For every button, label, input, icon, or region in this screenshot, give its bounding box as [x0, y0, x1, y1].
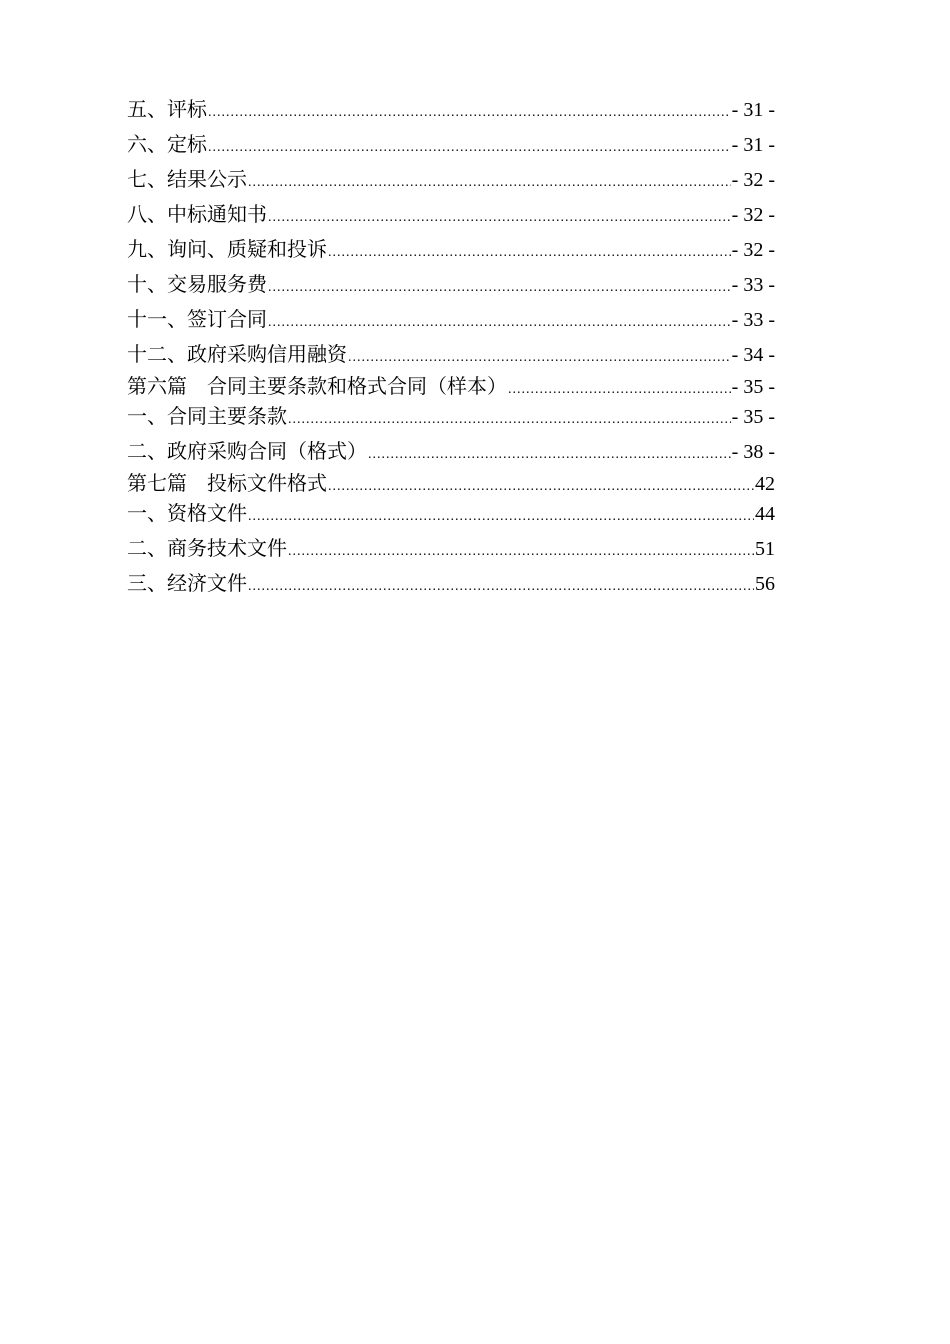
toc-entry-title: 第六篇 合同主要条款和格式合同（样本） [127, 374, 507, 398]
toc-entry-part-seven[interactable] [127, 469, 775, 496]
toc-entry-page: 42 [755, 473, 775, 495]
toc-entry-business-technical-docs[interactable] [127, 531, 775, 566]
toc-entry-title: 一、合同主要条款 [127, 404, 287, 428]
toc-entry-title: 五、评标 [127, 97, 207, 121]
toc-entry-page: - 32 - [731, 204, 775, 226]
toc-dot-leader [328, 241, 731, 265]
toc-entry-page: - 33 - [731, 309, 775, 331]
toc-dot-leader [208, 101, 731, 125]
toc-dot-leader [508, 378, 731, 402]
toc-entry-part-six[interactable] [127, 372, 775, 399]
toc-dot-leader [328, 475, 754, 499]
toc-entry-title: 八、中标通知书 [127, 202, 267, 226]
toc-entry-title: 七、结果公示 [127, 167, 247, 191]
toc-dot-leader [348, 346, 731, 370]
toc-entry-page: 44 [755, 503, 775, 525]
toc-dot-leader [268, 276, 731, 300]
toc-entry-page: - 32 - [731, 169, 775, 191]
toc-entry-title: 三、经济文件 [127, 571, 247, 595]
toc-entry-page: 51 [755, 538, 775, 560]
toc-entry-title: 一、资格文件 [127, 501, 247, 525]
toc-entry-award-notice[interactable] [127, 197, 775, 232]
toc-dot-leader [268, 206, 731, 230]
toc-entry-page: - 31 - [731, 134, 775, 156]
toc-entry-page: - 35 - [731, 406, 775, 428]
toc-entry-title: 二、政府采购合同（格式） [127, 439, 367, 463]
toc-entry-title: 十一、签订合同 [127, 307, 267, 331]
toc-entry-qualification-docs[interactable] [127, 496, 775, 531]
toc-dot-leader [248, 505, 754, 529]
toc-entry-title: 十、交易服务费 [127, 272, 267, 296]
table-of-contents [127, 92, 775, 601]
toc-entry-credit-financing[interactable] [127, 337, 775, 372]
toc-entry-page: - 32 - [731, 239, 775, 261]
toc-dot-leader [368, 443, 731, 467]
toc-entry-inquiry-complaint[interactable] [127, 232, 775, 267]
toc-entry-title: 六、定标 [127, 132, 207, 156]
toc-dot-leader [288, 408, 731, 432]
toc-entry-evaluation[interactable] [127, 92, 775, 127]
toc-dot-leader [248, 171, 731, 195]
toc-entry-title: 九、询问、质疑和投诉 [127, 237, 327, 261]
toc-entry-title: 十二、政府采购信用融资 [127, 342, 347, 366]
toc-entry-page: - 38 - [731, 441, 775, 463]
toc-entry-page: - 33 - [731, 274, 775, 296]
toc-entry-page: - 34 - [731, 344, 775, 366]
toc-entry-contract-terms[interactable] [127, 399, 775, 434]
toc-dot-leader [208, 136, 731, 160]
toc-entry-title: 第七篇 投标文件格式 [127, 471, 327, 495]
toc-entry-sign-contract[interactable] [127, 302, 775, 337]
toc-entry-economic-docs[interactable] [127, 566, 775, 601]
toc-entry-page: 56 [755, 573, 775, 595]
toc-entry-page: - 31 - [731, 99, 775, 121]
toc-entry-title: 二、商务技术文件 [127, 536, 287, 560]
toc-entry-result-publicity[interactable] [127, 162, 775, 197]
toc-entry-service-fee[interactable] [127, 267, 775, 302]
toc-entry-award[interactable] [127, 127, 775, 162]
toc-dot-leader [268, 311, 731, 335]
toc-dot-leader [288, 540, 754, 564]
toc-entry-contract-format[interactable] [127, 434, 775, 469]
toc-entry-page: - 35 - [731, 376, 775, 398]
toc-dot-leader [248, 575, 754, 599]
